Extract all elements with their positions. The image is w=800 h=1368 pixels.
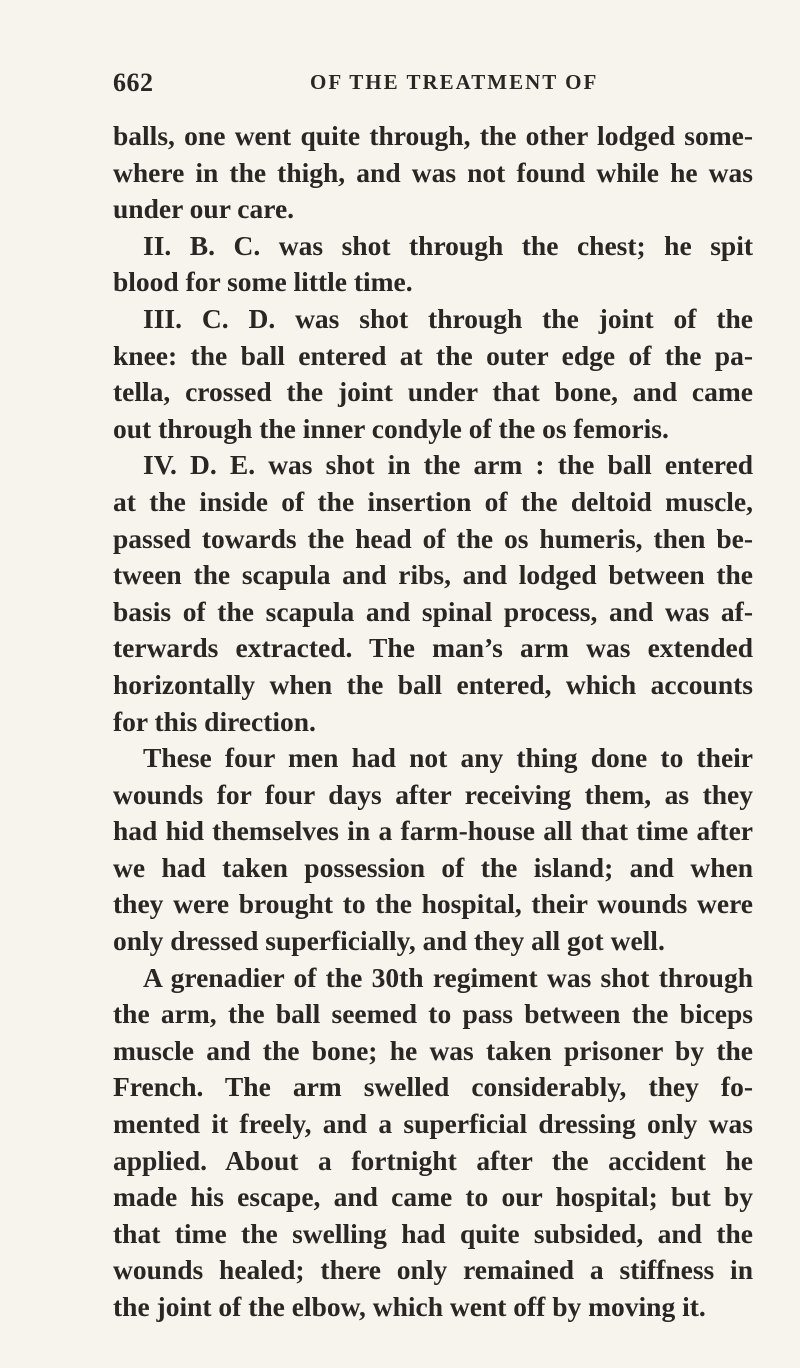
text-line: basis of the scapula and spinal process, and was af- [113,595,753,627]
text-line: only dressed superficially, and they all got well. [113,925,665,957]
text-line: passed towards the head of the os humeris, then be- [113,522,753,554]
text-line: made his escape, and came to our hospital; but by [113,1181,753,1213]
text-line: blood for some little time. [113,266,413,298]
text-line: for this direction. [113,705,316,737]
page-number: 662 [113,68,154,97]
text-line: the joint of the elbow, which went off by moving it. [113,1291,706,1322]
body-text [113,118,753,1326]
text-line: that time the swelling had quite subsided, and the [113,1217,753,1249]
text-line: at the inside of the insertion of the deltoid muscle, [113,485,753,517]
text-line: terwards extracted. The man’s arm was extended [113,632,753,664]
text-line: knee: the ball entered at the outer edge of the pa- [113,339,753,371]
text-line: we had taken possession of the island; and when [113,851,753,883]
text-line: muscle and the bone; he was taken prisoner by the [113,1034,753,1066]
text-line: French. The arm swelled considerably, they fo- [113,1071,753,1103]
text-line: These four men had not any thing done to their [143,742,753,774]
text-line: out through the inner condyle of the os femoris. [113,412,669,444]
text-line: had hid themselves in a farm-house all that time after [113,815,753,847]
text-line: balls, one went quite through, the other lodged some- [113,120,753,151]
running-title: OF THE TREATMENT OF [310,70,599,94]
text-line: tella, crossed the joint under that bone, and came [113,376,753,408]
running-head [113,68,753,102]
text-line: tween the scapula and ribs, and lodged between the [113,559,753,591]
text-line: they were brought to the hospital, their wounds were [113,888,753,920]
text-line: under our care. [113,193,295,225]
text-line: II. B. C. was shot through the chest; he spit [143,229,753,261]
text-line: wounds healed; there only remained a stiffness in [113,1254,753,1286]
text-line: IV. D. E. was shot in the arm : the ball entered [143,449,753,481]
text-line: wounds for four days after receiving them, as they [113,778,753,810]
text-line: III. C. D. was shot through the joint of the [143,302,753,334]
text-line: A grenadier of the 30th regiment was shot through [143,961,753,993]
text-line: mented it freely, and a superficial dressing only was [113,1108,753,1140]
text-line: applied. About a fortnight after the accident he [113,1144,753,1176]
text-line: horizontally when the ball entered, which accounts [113,668,753,700]
text-line: where in the thigh, and was not found while he was [113,156,753,188]
text-line: the arm, the ball seemed to pass between the biceps [113,998,753,1030]
